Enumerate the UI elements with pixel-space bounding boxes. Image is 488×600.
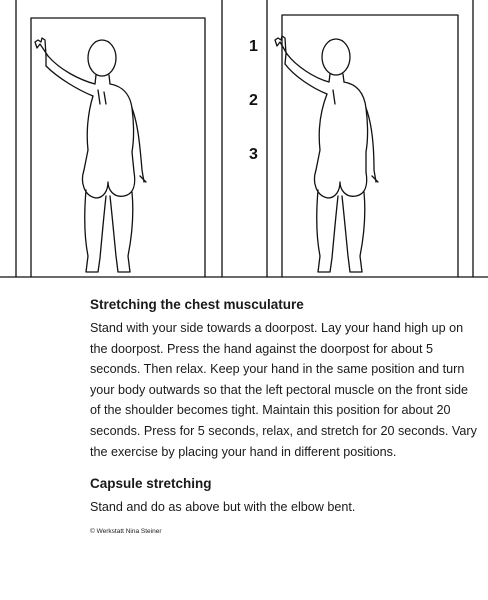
exercise-illustration bbox=[0, 0, 488, 290]
copyright-credit: © Werkstatt Nina Steiner bbox=[90, 527, 162, 535]
section-chest-stretch bbox=[90, 295, 480, 462]
step-number-1: 1 bbox=[249, 38, 258, 55]
doorframe-right bbox=[267, 0, 473, 277]
section-heading: Capsule stretching bbox=[90, 476, 212, 492]
figure-right bbox=[275, 36, 378, 272]
step-number-2: 2 bbox=[249, 92, 258, 109]
doorframe-left bbox=[16, 0, 222, 277]
step-number-3: 3 bbox=[249, 146, 258, 163]
figure-left bbox=[35, 38, 146, 272]
section-heading: Stretching the chest musculature bbox=[90, 297, 304, 312]
section-body: Stand with your side towards a doorpost. Lay your hand high up on the doorpost. Press the hand against the doorpost for about 5 seconds. Then relax. Keep your hand in the same position and turn your body outwards so that the left pectoral muscle on the front side of the shoulder becomes tight. Maintain this position for about 20 seconds. Press for 5 seconds, relax, and stretch for 20 seconds. Vary the exercise by placing your hand in different positions. bbox=[90, 321, 477, 459]
section-body: Stand and do as above but with the elbow bent. bbox=[90, 500, 356, 515]
instructions-text bbox=[90, 295, 480, 535]
section-capsule-stretch bbox=[90, 474, 480, 518]
